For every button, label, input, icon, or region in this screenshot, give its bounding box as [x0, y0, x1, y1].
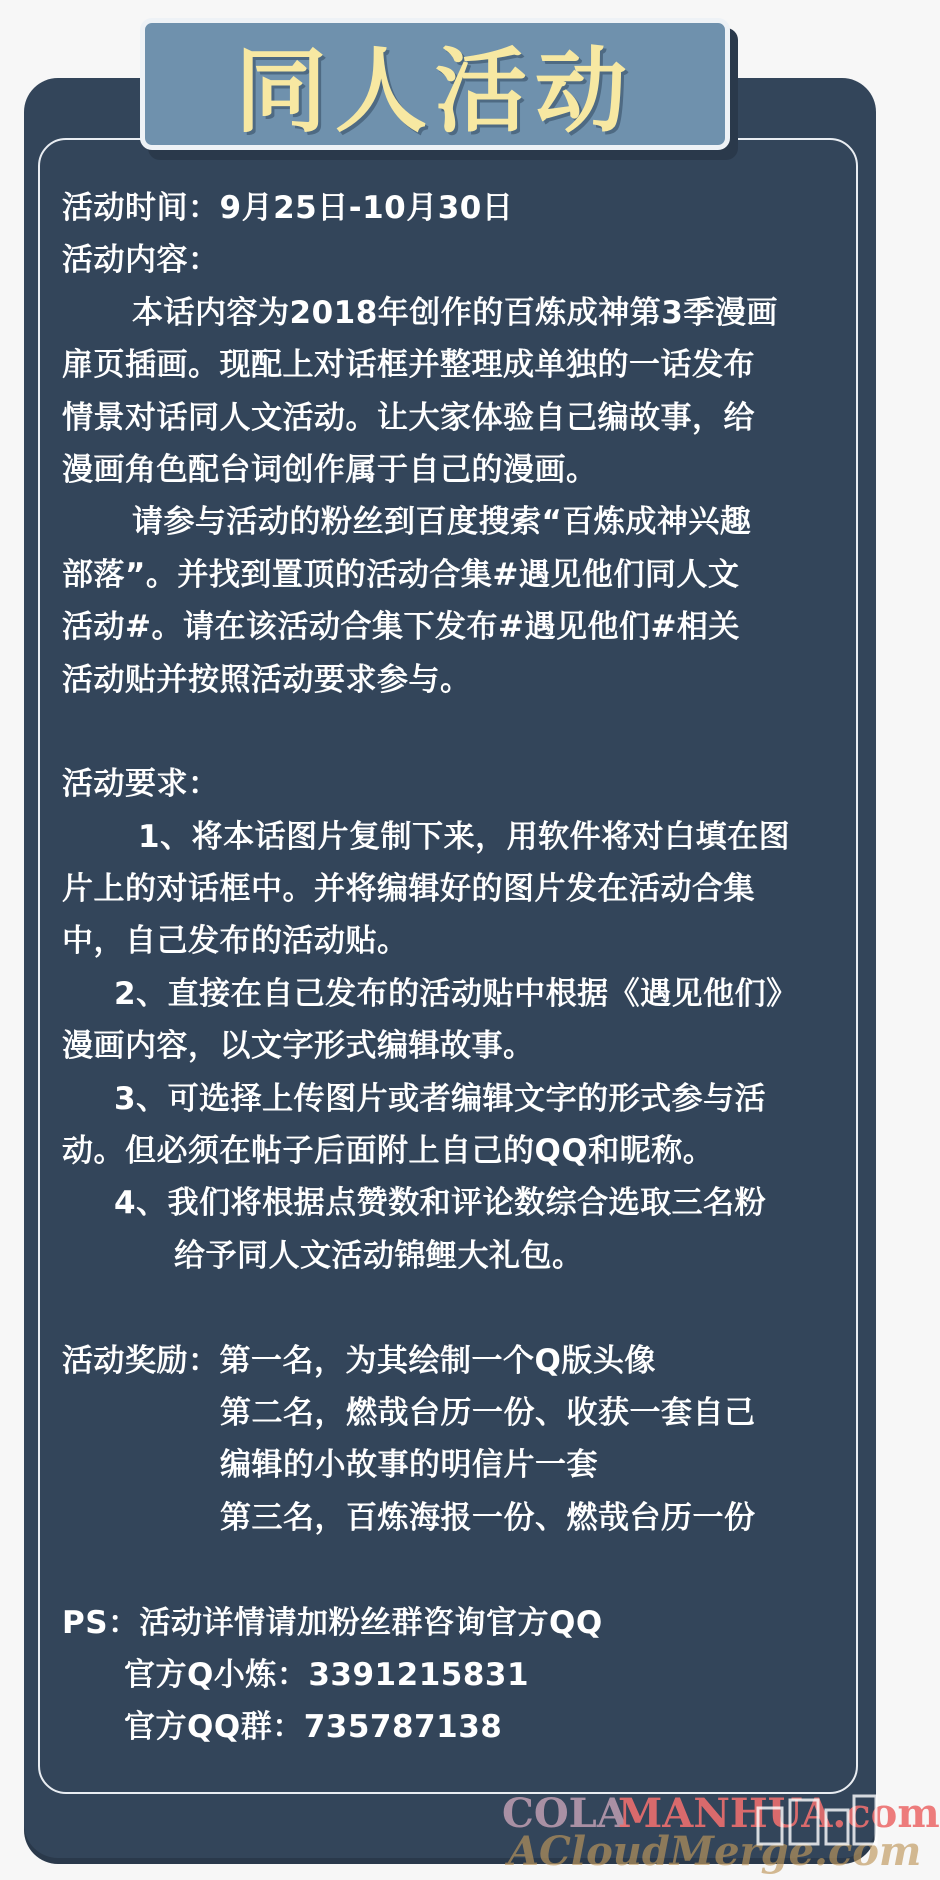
reward-line: 编辑的小故事的明信片一套 — [220, 1447, 598, 1484]
content-line: 扉页插画。现配上对话框并整理成单独的一话发布 — [62, 347, 755, 384]
content-line: 请参与活动的粉丝到百度搜索“百炼成神兴趣 — [132, 504, 752, 541]
requirement-line: 漫画内容，以文字形式编辑故事。 — [62, 1028, 535, 1065]
content-line: 部落”。并找到置顶的活动合集#遇见他们同人文 — [62, 556, 740, 593]
ps-line: 官方Q小炼：3391215831 — [124, 1656, 530, 1693]
reward-line: 第二名，燃哉台历一份、收获一套自己 — [220, 1394, 756, 1431]
spacer — [62, 706, 842, 758]
ps-line: PS：活动详情请加粉丝群咨询官方QQ — [62, 1604, 603, 1641]
requirement-line: 给予同人文活动锦鲤大礼包。 — [174, 1237, 584, 1274]
reward-line: 活动奖励：第一名，为其绘制一个Q版头像 — [62, 1342, 656, 1379]
content-label: 活动内容： — [62, 242, 220, 279]
watermark-cola: COLA — [502, 1790, 628, 1837]
requirement-line: 4、我们将根据点赞数和评论数综合选取三名粉 — [114, 1185, 767, 1222]
content-line: 漫画角色配台词创作属于自己的漫画。 — [62, 451, 598, 488]
requirement-line: 片上的对话框中。并将编辑好的图片发在活动合集 — [62, 871, 755, 908]
requirement-line: 动。但必须在帖子后面附上自己的QQ和昵称。 — [62, 1133, 715, 1170]
content-line: 活动#。请在该活动合集下发布#遇见他们#相关 — [62, 609, 740, 646]
requirement-line: 1、将本话图片复制下来，用软件将对白填在图 — [138, 818, 791, 855]
reward-line: 第三名，百炼海报一份、燃哉台历一份 — [220, 1499, 756, 1536]
watermark-seal-icon — [752, 1790, 882, 1860]
requirement-line: 中，自己发布的活动贴。 — [62, 923, 409, 960]
site-watermark — [502, 1790, 940, 1876]
content-line: 情景对话同人文活动。让大家体验自己编故事，给 — [62, 399, 755, 436]
requirements-label: 活动要求： — [62, 766, 220, 803]
page-title: 同人活动 — [234, 38, 635, 145]
spacer — [62, 1544, 842, 1596]
activity-time: 活动时间：9月25日-10月30日 — [62, 190, 514, 226]
requirement-line: 3、可选择上传图片或者编辑文字的形式参与活 — [114, 1080, 767, 1117]
content-line: 活动贴并按照活动要求参与。 — [62, 661, 472, 698]
ps-line: 官方QQ群：735787138 — [124, 1709, 503, 1746]
spacer — [62, 1282, 842, 1334]
requirement-line: 2、直接在自己发布的活动贴中根据《遇见他们》 — [114, 975, 798, 1012]
watermark-acloud: ACloudMerge.com — [508, 1828, 922, 1875]
activity-content — [62, 182, 842, 1754]
title-banner — [140, 18, 730, 150]
content-line: 本话内容为2018年创作的百炼成神第3季漫画 — [132, 294, 778, 331]
watermark-manhua: MANHUA.com — [618, 1790, 940, 1837]
